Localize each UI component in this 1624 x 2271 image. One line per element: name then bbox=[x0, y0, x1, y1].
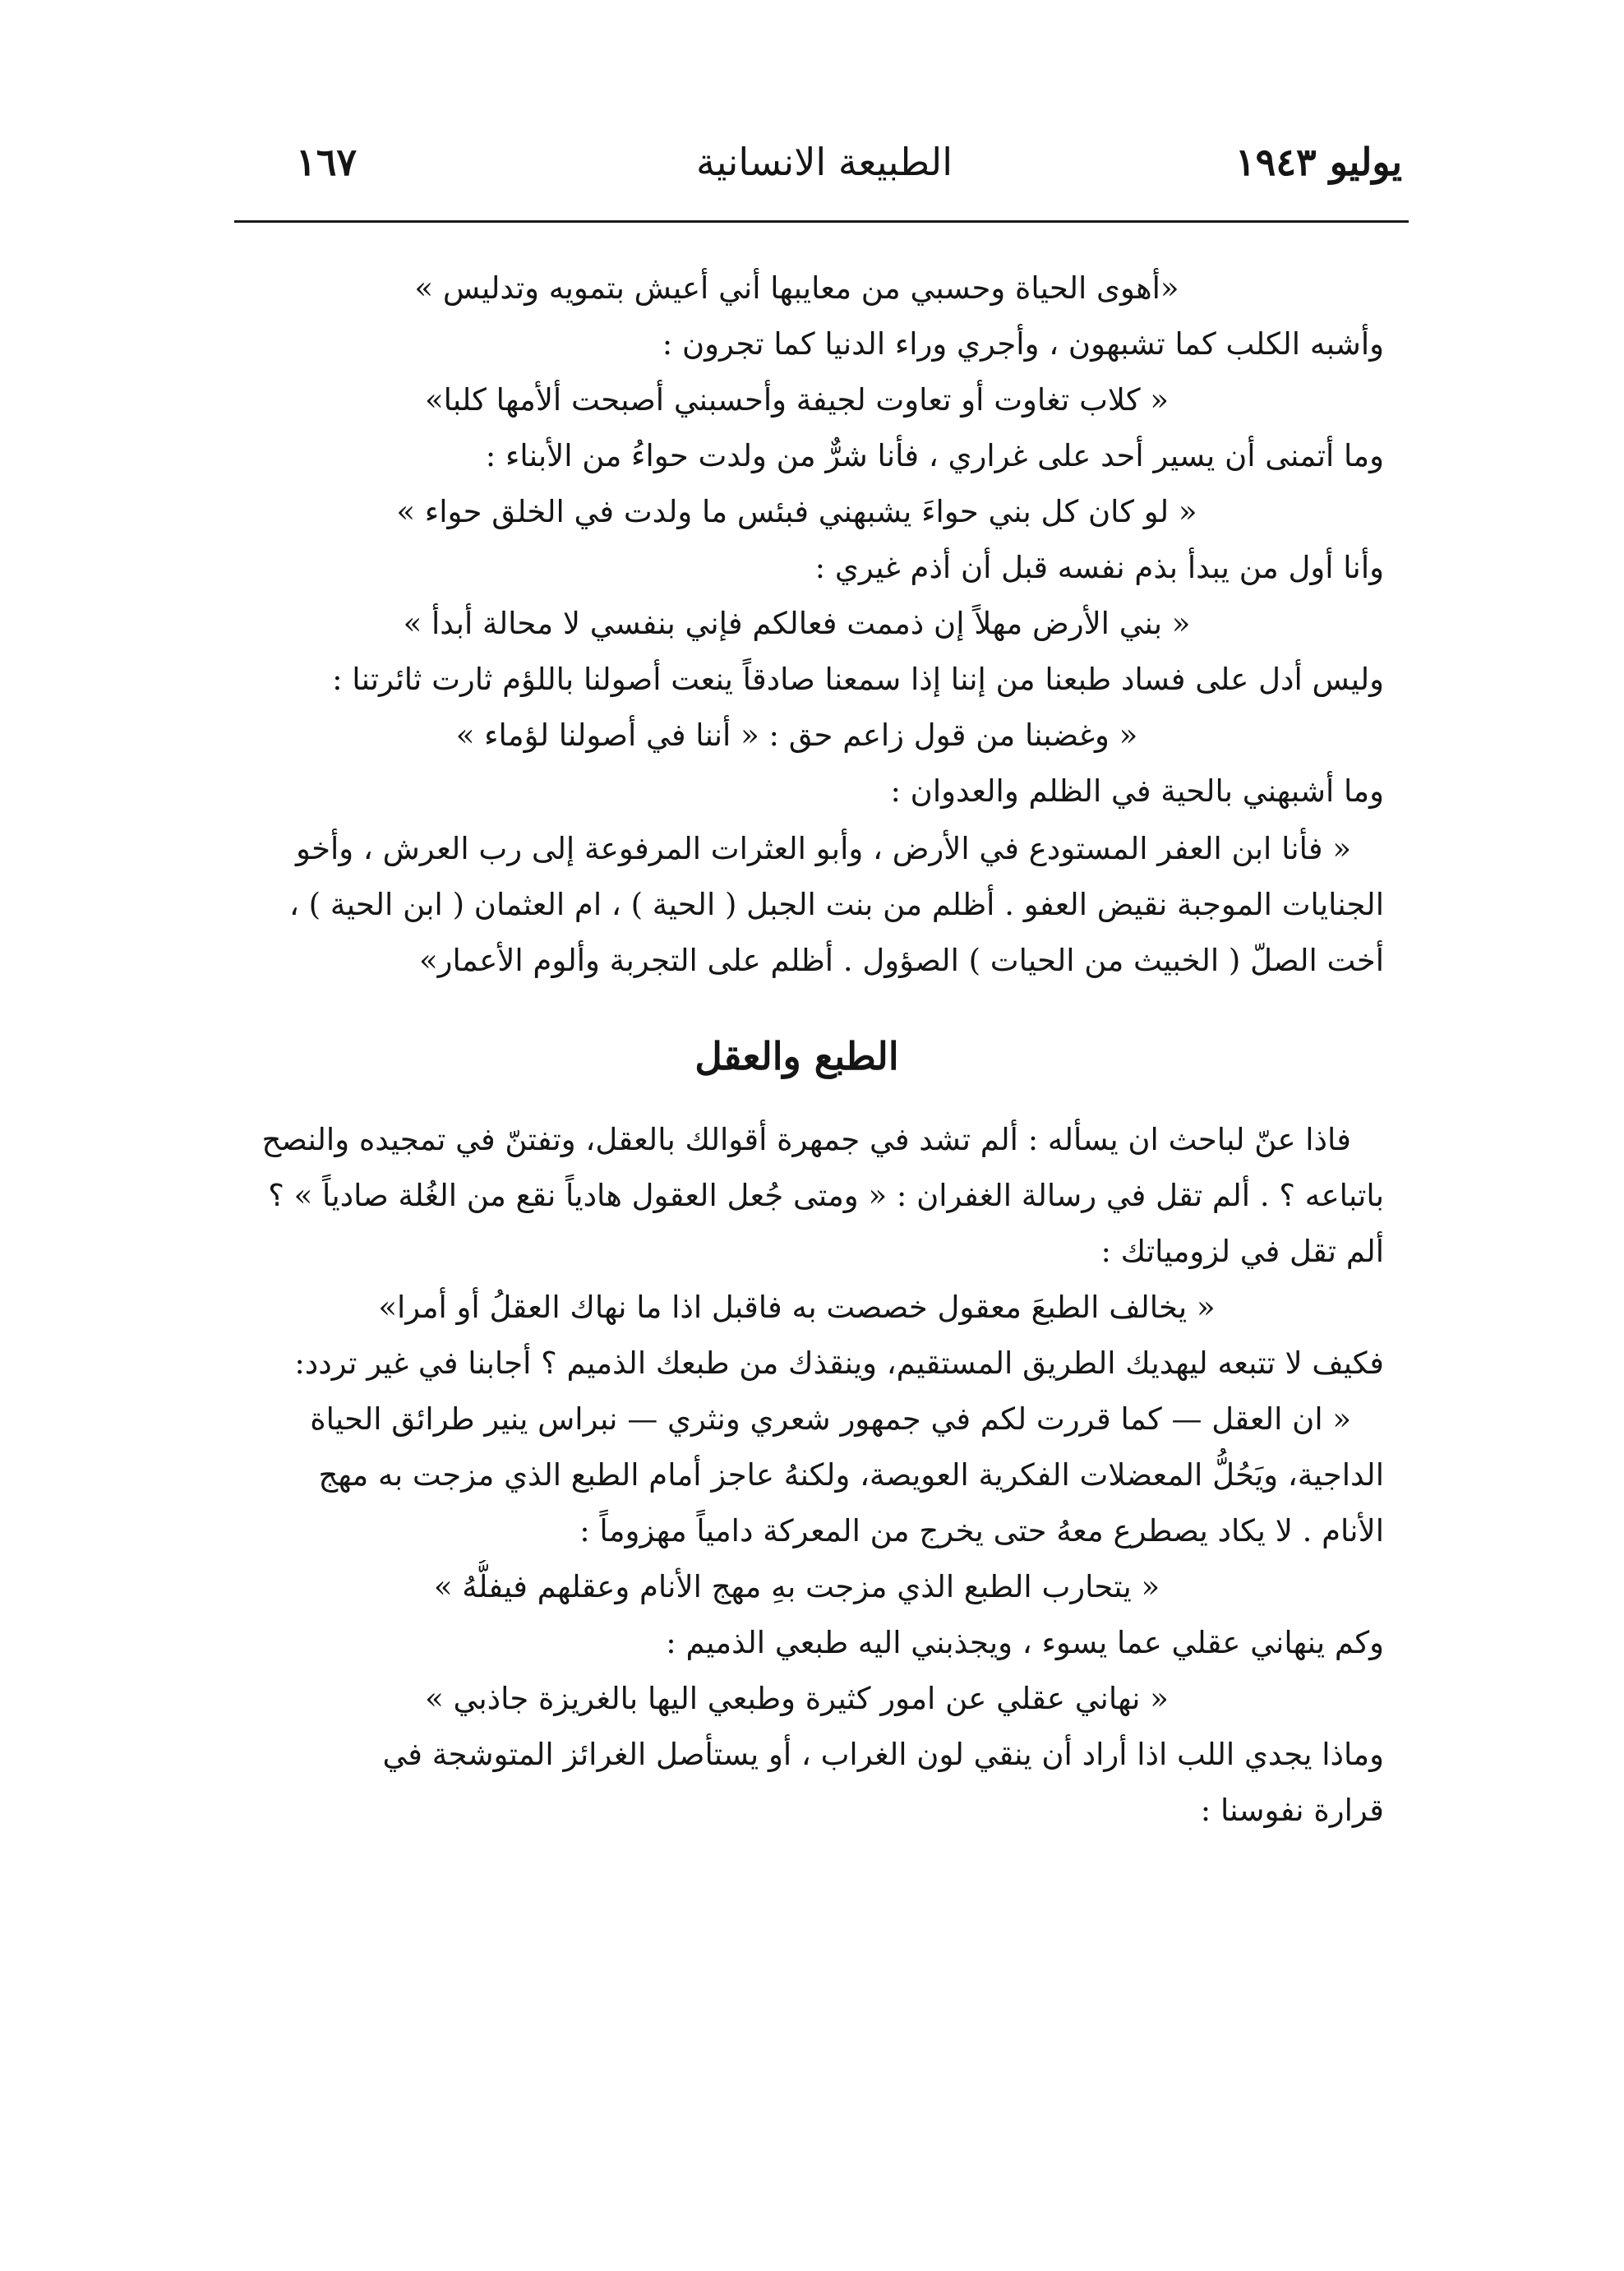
text-line: قرارة نفوسنا : bbox=[1200, 1793, 1384, 1828]
text-line: باتباعه ؟ . ألم تقل في رسالة الغفران : « ومتى جُعل العقول هادياً نقع من الغُلة صادياً » ؟ bbox=[268, 1178, 1384, 1213]
quote-line: الجنايات الموجبة نقيض العفو . أظلم من بنت الجبل ( الحية ) ، ام العثمان ( ابن الحية ) ، bbox=[288, 887, 1384, 922]
quote-line: « فأنا ابن العفر المستودع في الأرض ، وأبو العثرات المرفوعة إلى رب العرش ، وأخو bbox=[296, 831, 1351, 866]
verse-line: « بني الأرض مهلاً إن ذممت فعالكم فإني بنفسي لا محالة أبدأ » bbox=[403, 606, 1191, 641]
text-line: وما أتمنى أن يسير أحد على غراري ، فأنا شرٌّ من ولدت حواءُ من الأبناء : bbox=[485, 438, 1384, 473]
quote-line: « ان العقل — كما قررت لكم في جمهور شعري ونثري — نبراس ينير طرائق الحياة bbox=[310, 1401, 1351, 1437]
text-line: فاذا عنّ لباحث ان يسأله : ألم تشد في جمهرة أقوالك بالعقل، وتفتنّ في تمجيده والنصح bbox=[261, 1122, 1351, 1157]
verse-line: «أهوى الحياة وحسبي من معايبها أني أعيش بتمويه وتدليس » bbox=[414, 270, 1179, 306]
quote-line: الداجية، ويَحُلُّ المعضلات الفكرية العويصة، ولكنهُ عاجز أمام الطبع الذي مزجت به مهج bbox=[318, 1457, 1384, 1493]
text-line: وكم ينهاني عقلي عما يسوء ، ويجذبني اليه طبعي الذميم : bbox=[666, 1625, 1384, 1660]
text-line: وليس أدل على فساد طبعنا من إننا إذا سمعنا صادقاً ينعت أصولنا باللؤم ثارت ثائرتنا : bbox=[332, 662, 1384, 697]
header-date: يوليو ١٩٤٣ bbox=[1234, 140, 1402, 184]
verse-line: « يخالف الطبعَ معقول خصصت به فاقبل اذا ما نهاك العقلُ أو أمرا» bbox=[378, 1290, 1216, 1325]
verse-line: « لو كان كل بني حواءَ يشبهني فبئس ما ولدت في الخلق حواء » bbox=[396, 494, 1197, 529]
header-title: الطبيعة الانسانية bbox=[696, 140, 953, 184]
text-line: وماذا يجدي اللب اذا أراد أن ينقي لون الغراب ، أو يستأصل الغرائز المتوشجة في bbox=[382, 1737, 1384, 1772]
text-line: وما أشبهني بالحية في الظلم والعدوان : bbox=[890, 773, 1384, 809]
quote-line: أخت الصلّ ( الخبيث من الحيات ) الصؤول . أظلم على التجربة وألوم الأعمار» bbox=[419, 943, 1384, 978]
text-line: ألم تقل في لزومياتك : bbox=[1100, 1234, 1384, 1269]
verse-line: « نهاني عقلي عن امور كثيرة وطبعي اليها بالغريزة جاذبي » bbox=[425, 1681, 1169, 1716]
running-header bbox=[247, 132, 1402, 205]
text-line: وأنا أول من يبدأ بذم نفسه قبل أن أذم غيري : bbox=[814, 550, 1384, 585]
text-line: فكيف لا تتبعه ليهديك الطريق المستقيم، وينقذك من طبعك الذميم ؟ أجابنا في غير تردد: bbox=[294, 1346, 1384, 1381]
quote-line: الأنام . لا يكاد يصطرع معهُ حتى يخرج من المعركة دامياً مهزوماً : bbox=[579, 1513, 1384, 1549]
page-number: ١٦٧ bbox=[296, 140, 358, 184]
verse-line: « كلاب تغاوت أو تعاوت لجيفة وأحسبني أصبحت ألأمها كلبا» bbox=[424, 382, 1170, 418]
verse-line: « وغضبنا من قول زاعم حق : « أننا في أصولنا لؤماء » bbox=[455, 718, 1138, 753]
text-line: وأشبه الكلب كما تشبهون ، وأجري وراء الدنيا كما تجرون : bbox=[662, 326, 1384, 362]
verse-line: « يتحارب الطبع الذي مزجت بهِ مهج الأنام وعقلهم فيفلُّهُ » bbox=[433, 1569, 1160, 1604]
section-heading: الطبع والعقل bbox=[694, 1034, 899, 1078]
header-rule bbox=[234, 220, 1409, 223]
